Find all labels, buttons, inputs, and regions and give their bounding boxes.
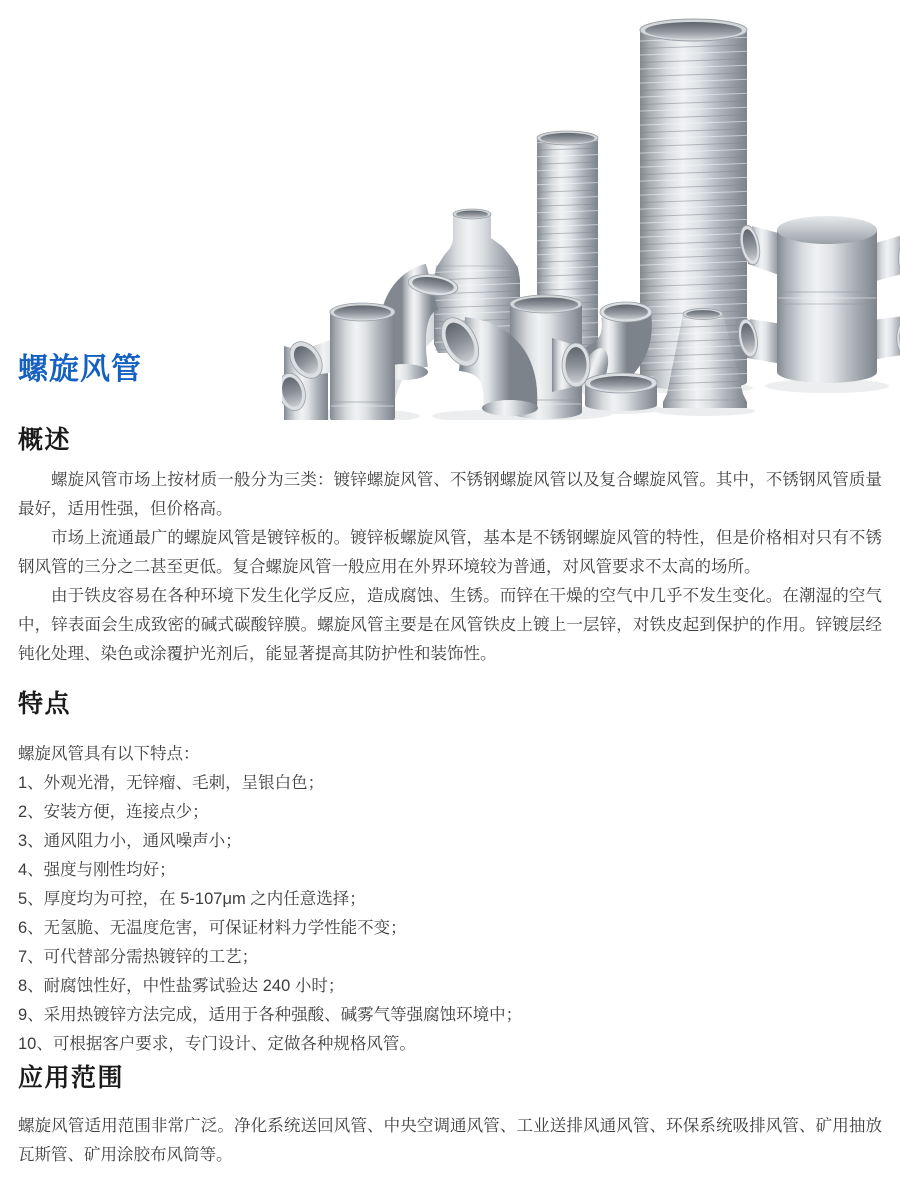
product-photo: [282, 2, 900, 420]
feature-item: 10、可根据客户要求，专门设计、定做各种规格风管。: [18, 1035, 416, 1053]
features-intro: 螺旋风管具有以下特点：: [18, 745, 200, 763]
feature-item: 1、外观光滑，无锌瘤、毛刺，呈银白色；: [18, 774, 325, 792]
overview-paragraph: 市场上流通最广的螺旋风管是镀锌板的。镀锌板螺旋风管，基本是不锈钢螺旋风管的特性，但是价格相对只有不锈钢风管的三分之二甚至更低。复合螺旋风管一般应用在外界环境较为普通，对风管要求不太高的场所。: [18, 529, 882, 576]
duct-cap: [585, 373, 657, 411]
feature-item: 9、采用热镀锌方法完成，适用于各种强酸、碱雾气等强腐蚀环境中；: [18, 1006, 523, 1024]
feature-item: 6、无氢脆、无温度危害，可保证材料力学性能不变；: [18, 919, 407, 937]
overview-paragraphs: [18, 466, 882, 669]
feature-item: 4、强度与刚性均好；: [18, 861, 176, 879]
duct-cross-manifold: [736, 216, 900, 383]
page-title: 螺旋风管: [18, 353, 142, 386]
overview-heading: 概述: [18, 427, 72, 454]
application-text: 螺旋风管适用范围非常广泛。净化系统送回风管、中央空调通风管、工业送排风通风管、环保系统吸排风管、矿用抽放瓦斯管、矿用涂胶布风筒等。: [18, 1117, 882, 1164]
application-heading: 应用范围: [18, 1065, 125, 1092]
feature-item: 3、通风阻力小，通风噪声小；: [18, 832, 242, 850]
feature-item: 5、厚度均为可控，在 5-107μm 之内任意选择；: [18, 890, 366, 908]
feature-item: 7、可代替部分需热镀锌的工艺；: [18, 948, 259, 966]
feature-item: 2、安装方便，连接点少；: [18, 803, 209, 821]
overview-paragraph: 由于铁皮容易在各种环境下发生化学反应，造成腐蚀、生锈。而锌在干燥的空气中几乎不发生变化。在潮湿的空气中，锌表面会生成致密的碱式碳酸锌膜。螺旋风管主要是在风管铁皮上镀上一层锌，对铁皮起到保护的作用。锌镀层经钝化处理、染色或涂覆护光剂后，能显著提高其防护性和装饰性。: [18, 587, 882, 663]
spiral-ducts-illustration: [282, 2, 900, 420]
features-list: [18, 769, 882, 1059]
features-heading: 特点: [18, 691, 72, 718]
overview-paragraph: 螺旋风管市场上按材质一般分为三类：镀锌螺旋风管、不锈钢螺旋风管以及复合螺旋风管。其中，不锈钢风管质量最好，适用性强，但价格高。: [18, 471, 882, 518]
feature-item: 8、耐腐蚀性好，中性盐雾试验达 240 小时；: [18, 977, 345, 995]
